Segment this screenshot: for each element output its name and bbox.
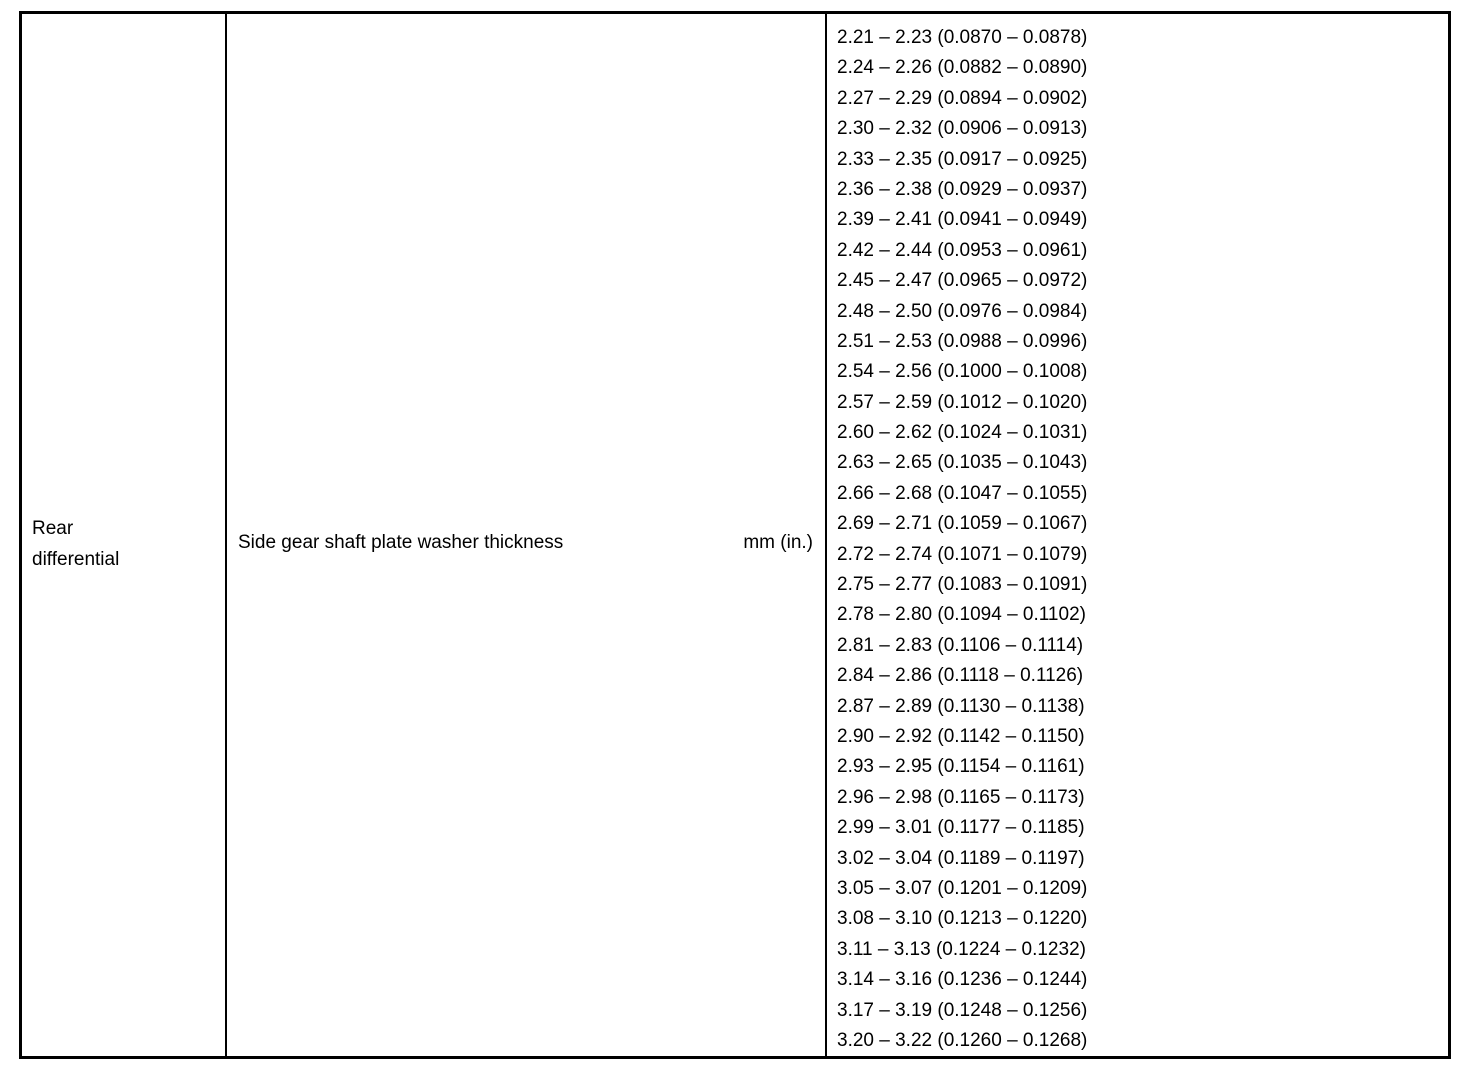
value-row: 2.69 – 2.71 (0.1059 – 0.1067) — [837, 513, 1088, 535]
value-row: 2.96 – 2.98 (0.1165 – 0.1173) — [837, 786, 1085, 808]
value-row: 2.51 – 2.53 (0.0988 – 0.0996) — [837, 330, 1088, 352]
component-cell — [22, 14, 227, 1056]
item-cell — [227, 14, 827, 1056]
value-row: 2.21 – 2.23 (0.0870 – 0.0878) — [837, 27, 1088, 48]
value-row: 2.24 – 2.26 (0.0882 – 0.0890) — [837, 57, 1088, 79]
value-row: 3.11 – 3.13 (0.1224 – 0.1232) — [837, 938, 1086, 960]
value-row: 3.05 – 3.07 (0.1201 – 0.1209) — [837, 877, 1088, 899]
value-row: 2.81 – 2.83 (0.1106 – 0.1114) — [837, 634, 1084, 656]
value-row: 2.75 – 2.77 (0.1083 – 0.1091) — [837, 574, 1088, 596]
spec-table — [19, 11, 1451, 1059]
value-row: 2.54 – 2.56 (0.1000 – 0.1008) — [837, 361, 1088, 383]
value-row: 2.57 – 2.59 (0.1012 – 0.1020) — [837, 391, 1088, 413]
value-list — [837, 23, 1087, 1056]
item-label: Side gear shaft plate washer thickness — [238, 532, 564, 553]
value-row: 2.39 – 2.41 (0.0941 – 0.0949) — [837, 209, 1088, 231]
value-row: 2.27 – 2.29 (0.0894 – 0.0902) — [837, 87, 1088, 109]
value-row: 2.84 – 2.86 (0.1118 – 0.1126) — [837, 665, 1084, 687]
value-row: 2.45 – 2.47 (0.0965 – 0.0972) — [837, 270, 1088, 292]
value-row: 2.60 – 2.62 (0.1024 – 0.1031) — [837, 422, 1088, 444]
value-row: 2.72 – 2.74 (0.1071 – 0.1079) — [837, 543, 1088, 565]
value-row: 2.30 – 2.32 (0.0906 – 0.0913) — [837, 118, 1088, 140]
unit-label: mm (in.) — [743, 532, 813, 553]
value-row: 2.48 – 2.50 (0.0976 – 0.0984) — [837, 300, 1088, 322]
value-row: 3.14 – 3.16 (0.1236 – 0.1244) — [837, 969, 1088, 991]
value-row: 2.63 – 2.65 (0.1035 – 0.1043) — [837, 452, 1088, 474]
value-row: 2.99 – 3.01 (0.1177 – 0.1185) — [837, 817, 1085, 839]
value-row: 2.93 – 2.95 (0.1154 – 0.1161) — [837, 756, 1085, 778]
value-row: 3.08 – 3.10 (0.1213 – 0.1220) — [837, 908, 1088, 930]
component-label: Rear differential — [32, 518, 120, 570]
value-row: 3.20 – 3.22 (0.1260 – 0.1268) — [837, 1029, 1088, 1051]
value-row: 2.66 – 2.68 (0.1047 – 0.1055) — [837, 482, 1088, 504]
values-cell — [827, 14, 1448, 1056]
value-row: 2.90 – 2.92 (0.1142 – 0.1150) — [837, 725, 1085, 747]
value-row: 2.87 – 2.89 (0.1130 – 0.1138) — [837, 695, 1085, 717]
value-row: 2.33 – 2.35 (0.0917 – 0.0925) — [837, 148, 1088, 170]
value-row: 3.17 – 3.19 (0.1248 – 0.1256) — [837, 999, 1088, 1021]
value-row: 2.78 – 2.80 (0.1094 – 0.1102) — [837, 604, 1086, 626]
value-row: 2.42 – 2.44 (0.0953 – 0.0961) — [837, 239, 1088, 261]
value-row: 2.36 – 2.38 (0.0929 – 0.0937) — [837, 178, 1088, 200]
value-row: 3.02 – 3.04 (0.1189 – 0.1197) — [837, 847, 1085, 869]
